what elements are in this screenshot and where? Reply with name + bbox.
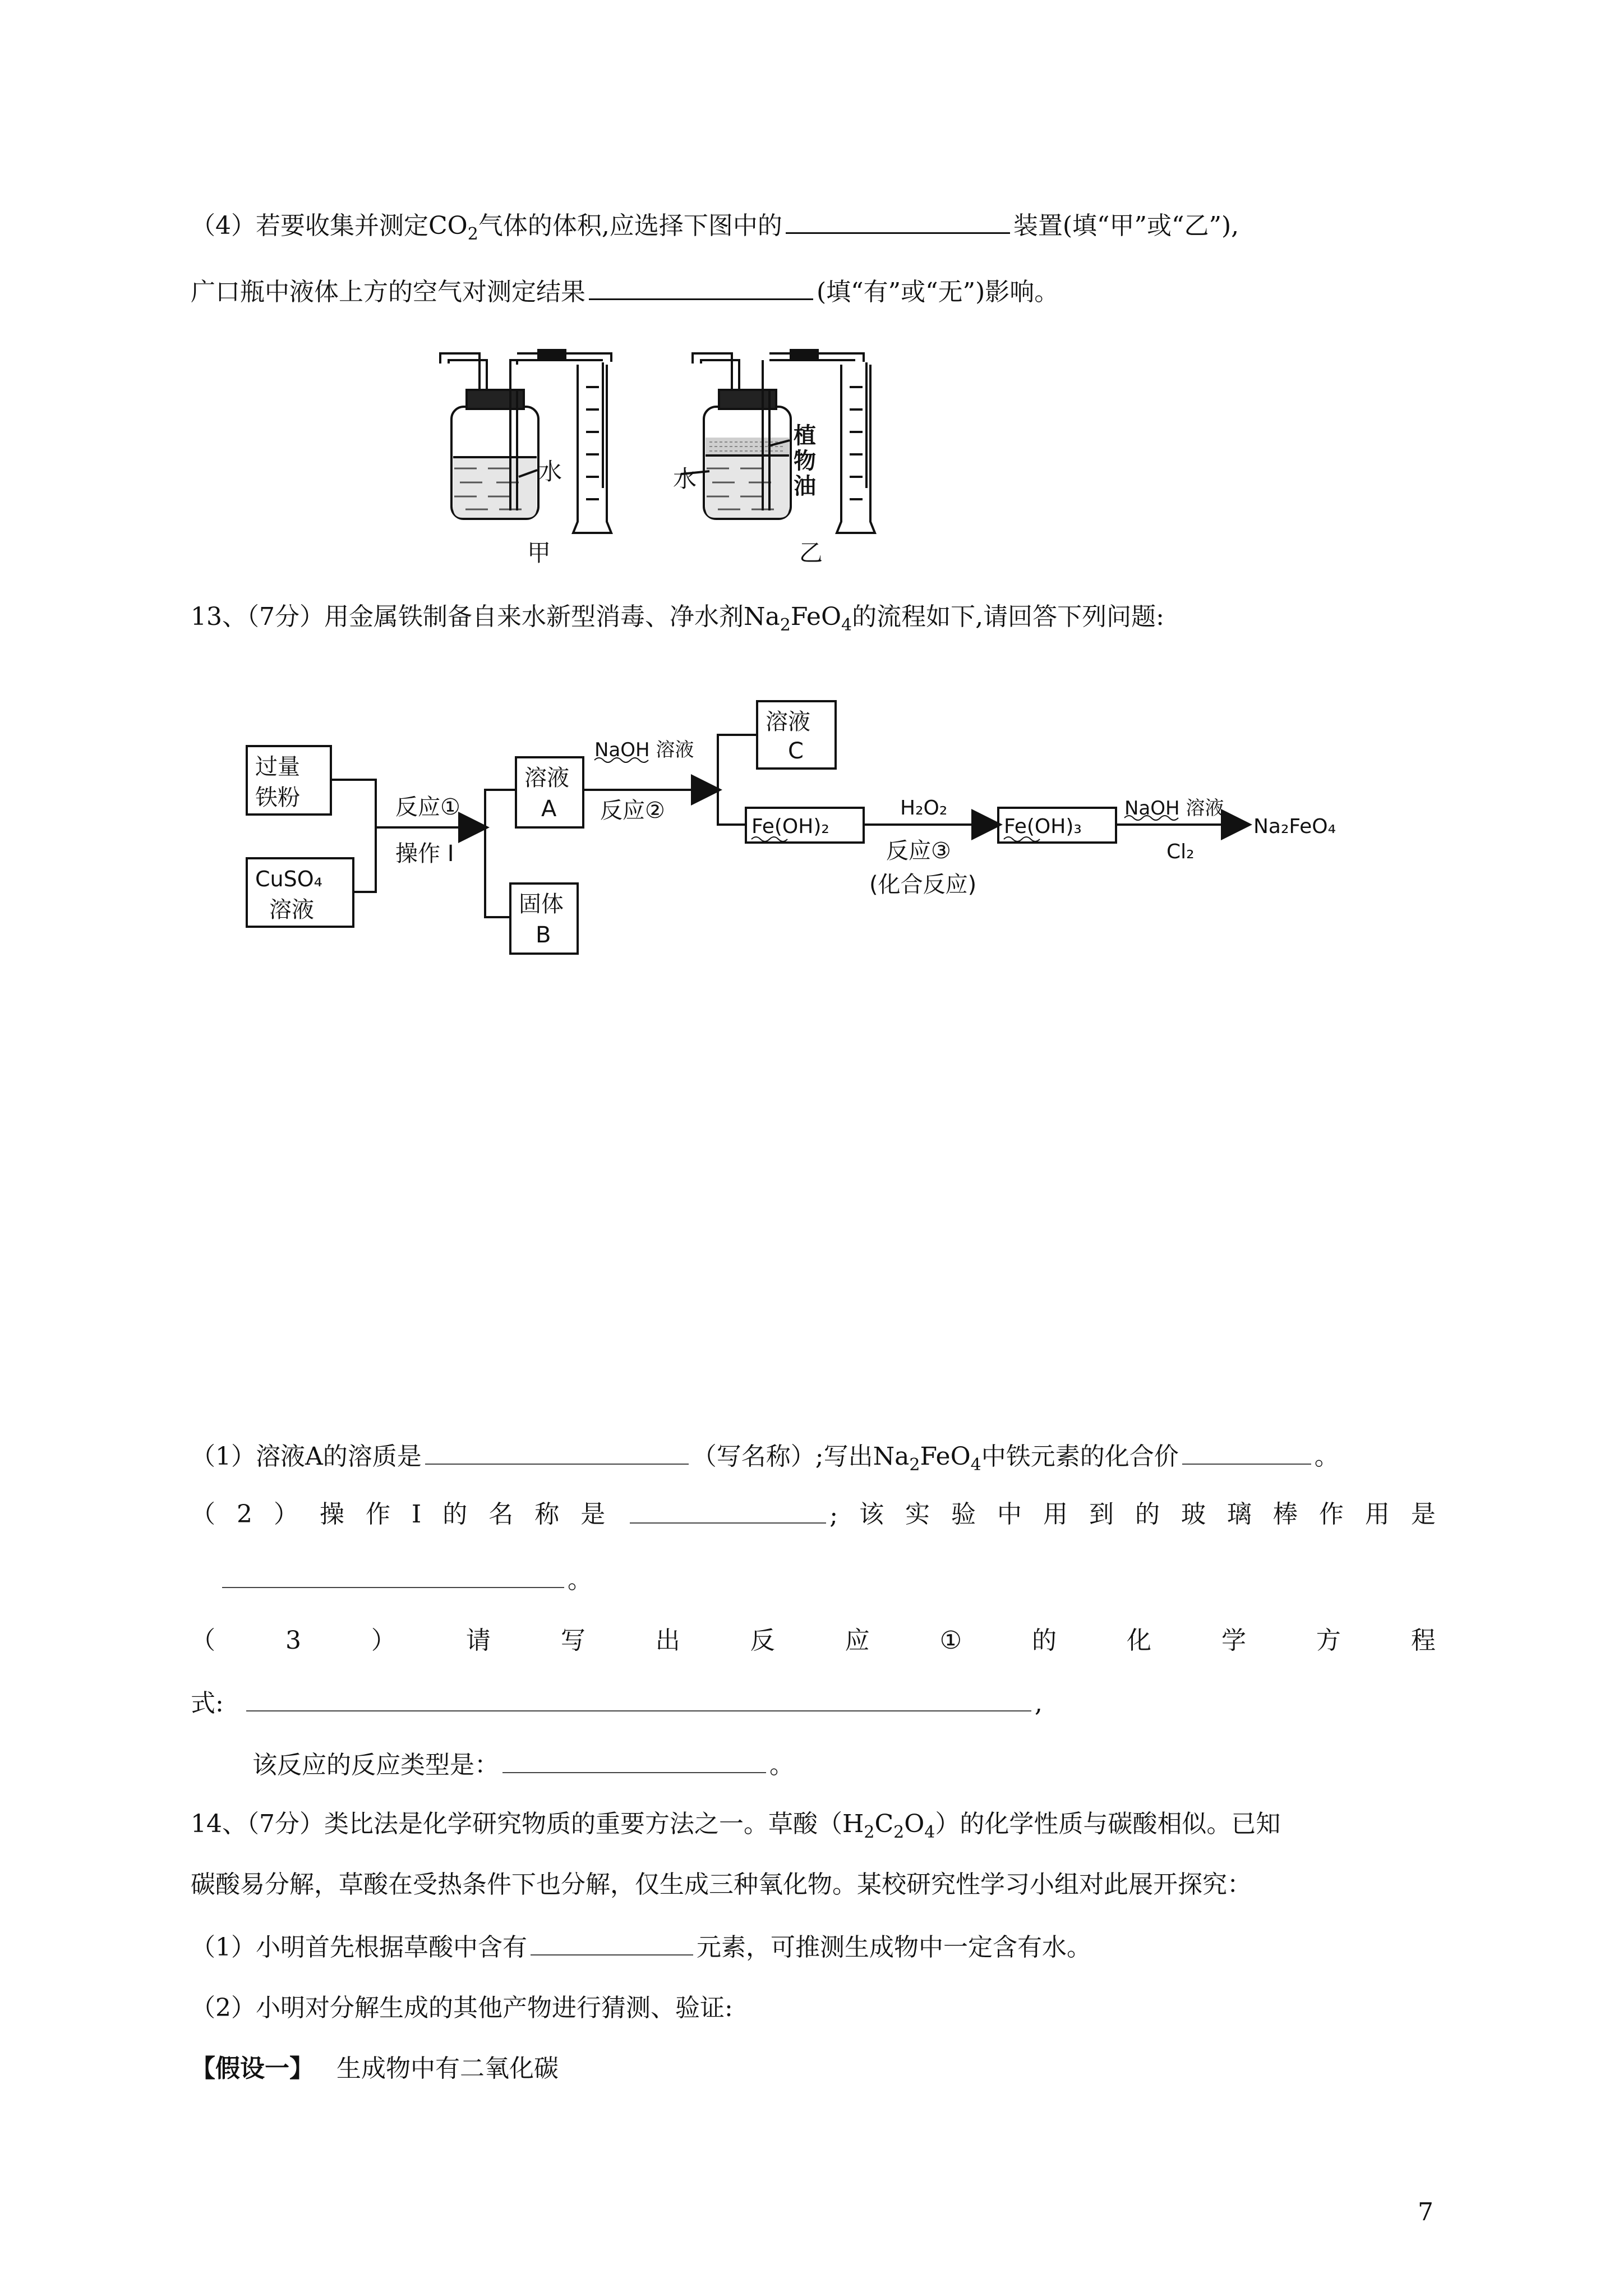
apparatus-yi-oil-label-1: 植 — [794, 423, 816, 449]
q14-line1: 14、（7分）类比法是化学研究物质的重要方法之一。草酸$(H_2C_2O_4)$的化学性质与碳酸相似。已知 — [191, 1810, 1281, 1842]
answer-blank-glass-rod-role[interactable] — [222, 1562, 564, 1588]
answer-blank-valence[interactable] — [1182, 1439, 1311, 1465]
label-naoh-2: NaOH 溶液 — [1124, 797, 1224, 820]
box-solution-a-line1: 溶液 — [524, 765, 569, 791]
label-product-na2feo4: Na₂FeO₄ — [1253, 815, 1336, 838]
q13-part2-line1: （ 2 ） 操 作 I 的 名 称 是 ; 该 实 验 中 用 到 的 玻 璃 棒 作 用 是 — [191, 1498, 1436, 1533]
q13-title: 13、（7分）用金属铁制备自来水新型消毒、净水剂$Na_2FeO_4$的流程如下,请回答下列问题: — [191, 602, 1164, 635]
q14-hypothesis-1 — [191, 2052, 559, 2086]
apparatus-yi — [681, 350, 875, 533]
box-solid-b-line2: B — [536, 922, 551, 948]
box-iron-powder-line1: 过量 — [255, 754, 300, 780]
apparatus-jia-name: 甲 — [527, 539, 551, 567]
q13-part3-line2: 式: , — [191, 1686, 1043, 1720]
q12-4-line1: （4）若要收集并测定$CO_2$气体的体积,应选择下图中的 装置(填“甲”或“乙”), — [191, 208, 1239, 243]
q14-line4: （2）小明对分解生成的其他产物进行猜测、验证: — [191, 1994, 733, 2022]
box-solid-b-line1: 固体 — [519, 891, 564, 917]
q14-line3: （1）小明首先根据草酸中含有 元素，可推测生成物中一定含有水。 — [191, 1930, 1091, 1964]
page-number: 7 — [1418, 2198, 1433, 2226]
answer-blank-solute[interactable] — [425, 1439, 689, 1465]
apparatus-jia — [440, 350, 611, 533]
box-solution-a-line2: A — [541, 796, 557, 822]
q13-part3-line1: （ 3 ） 请 写 出 反 应 ① 的 化 学 方 程 — [191, 1626, 1436, 1655]
box-cuso4-line1: CuSO₄ — [255, 867, 322, 891]
box-solution-c-line1: 溶液 — [766, 709, 810, 735]
apparatus-yi-oil-label-3: 油 — [794, 473, 816, 499]
apparatus-yi-name: 乙 — [799, 539, 823, 567]
apparatus-yi-oil-label-2: 物 — [794, 448, 816, 474]
apparatus-jia-water-label: 水 — [538, 458, 562, 485]
answer-blank-element[interactable] — [531, 1930, 693, 1955]
label-h2o2: H₂O₂ — [900, 797, 948, 820]
label-cl2: Cl₂ — [1166, 840, 1195, 863]
process-flow-diagram — [236, 690, 1424, 970]
label-reaction-1: 反应① — [395, 794, 460, 820]
answer-blank-operation-name[interactable] — [630, 1498, 826, 1524]
label-combination-reaction: (化合反应) — [869, 872, 977, 898]
hypothesis-text: 生成物中有二氧化碳 — [336, 2054, 559, 2083]
label-reaction-2: 反应② — [600, 798, 665, 823]
box-iron-powder-line2: 铁粉 — [255, 785, 300, 811]
gas-collection-apparatus — [426, 342, 886, 567]
answer-blank-effect[interactable] — [589, 274, 813, 300]
answer-blank-equation[interactable] — [246, 1686, 1031, 1711]
answer-blank-reaction-type[interactable] — [502, 1747, 766, 1773]
label-naoh-1: NaOH 溶液 — [594, 739, 694, 761]
box-feoh2-label: Fe(OH)₂ — [751, 815, 829, 838]
q13-part1: （1）溶液A的溶质是 （写名称）;写出$Na_2FeO_4$中铁元素的化合价 。 — [191, 1439, 1339, 1474]
q14-line2: 碳酸易分解，草酸在受热条件下也分解，仅生成三种氧化物。某校研究性学习小组对此展开探究： — [191, 1870, 1252, 1899]
hypothesis-label: 【假设一】 — [191, 2054, 314, 2083]
box-feoh3-label: Fe(OH)₃ — [1004, 815, 1082, 838]
label-operation-1: 操作 I — [395, 841, 454, 867]
q12-4-line2: 广口瓶中液体上方的空气对测定结果 (填“有”或“无”)影响。 — [191, 274, 1059, 309]
label-reaction-3: 反应③ — [886, 838, 951, 864]
apparatus-yi-water-label: 水 — [673, 465, 697, 493]
q13-part3-line3: 该反应的反应类型是： 。 — [252, 1747, 794, 1782]
box-solution-c-line2: C — [788, 738, 804, 764]
box-cuso4-line2: 溶液 — [269, 897, 314, 923]
q13-part2-line2: 。 — [219, 1562, 592, 1597]
answer-blank-apparatus[interactable] — [786, 208, 1010, 234]
